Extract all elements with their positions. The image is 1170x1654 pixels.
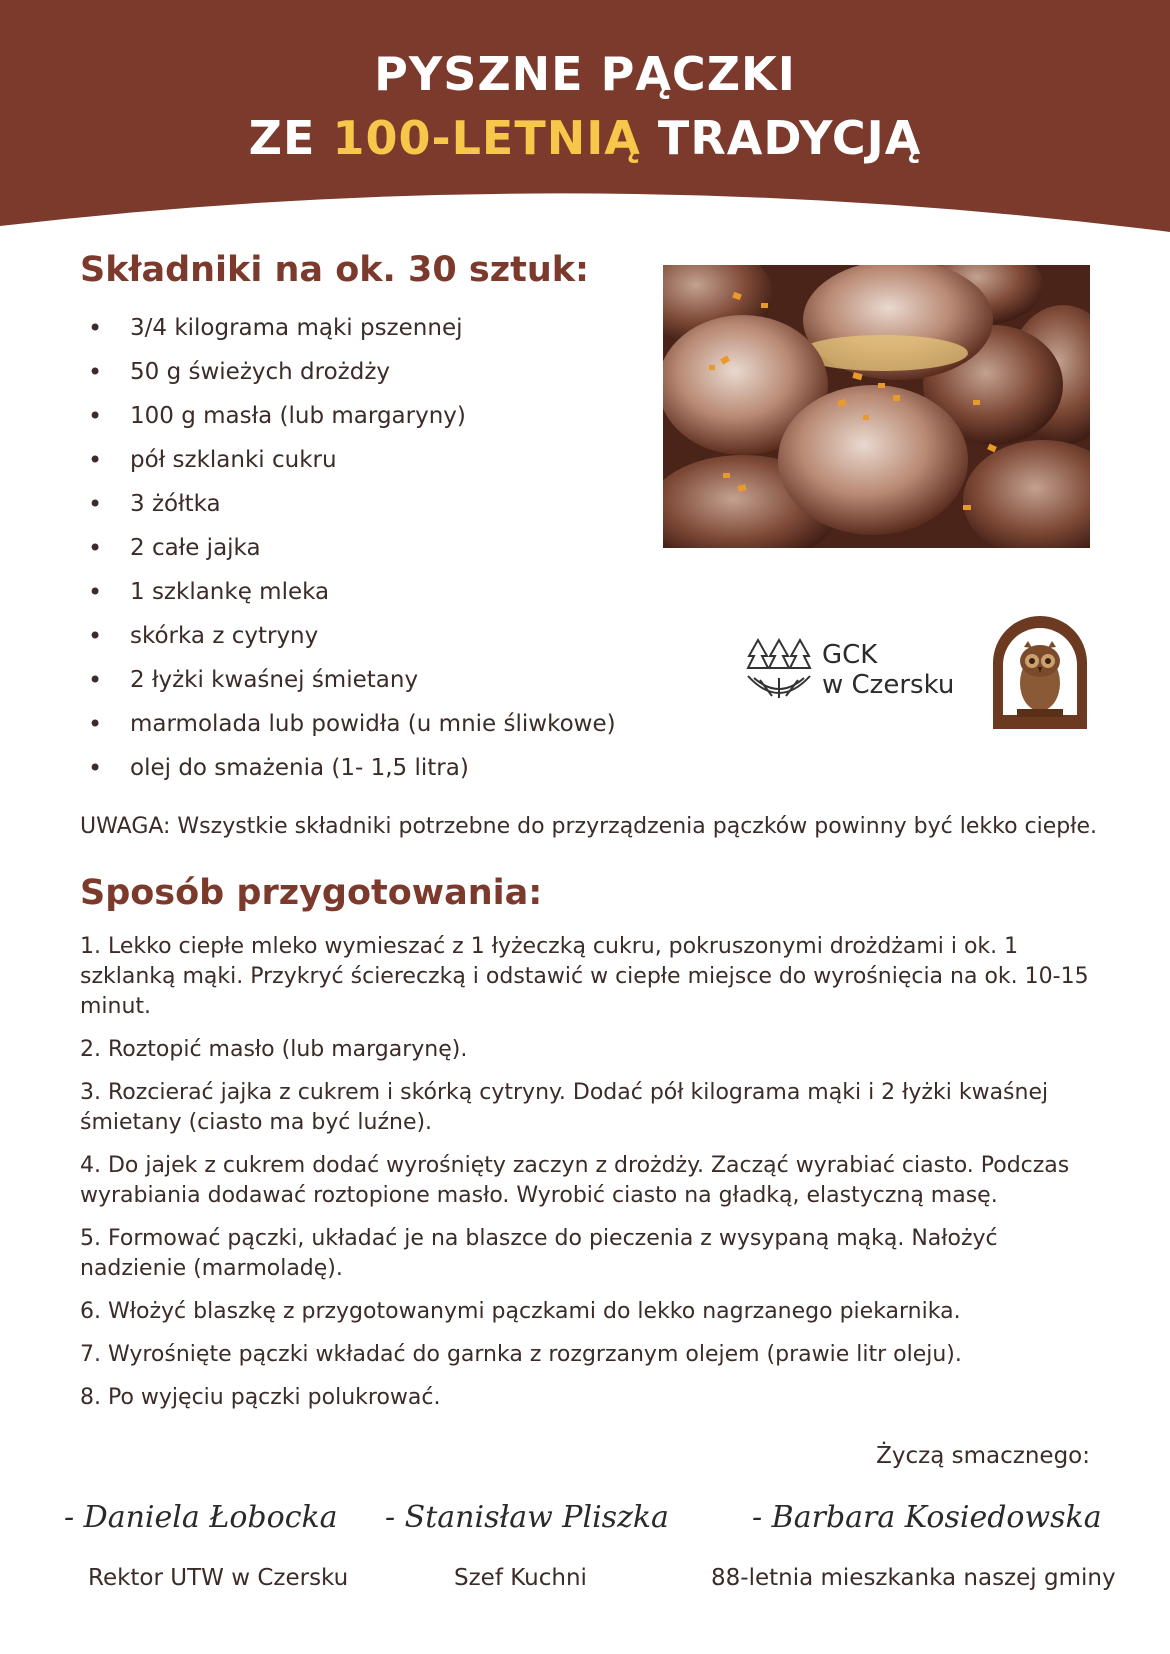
ingredient-item: • 2 całe jajka — [85, 532, 616, 576]
ingredient-item: • 2 łyżki kwaśnej śmietany — [85, 664, 616, 708]
title-line-2-prefix: ZE — [248, 111, 333, 165]
signature-3: - Barbara Kosiedowska — [752, 1500, 1102, 1535]
ingredient-item: • 3/4 kilograma mąki pszennej — [85, 312, 616, 356]
title-highlight: 100-LETNIĄ — [332, 111, 641, 165]
header-banner — [0, 0, 1170, 240]
ingredient-item: • 3 żółtka — [85, 488, 616, 532]
step-item: 7. Wyrośnięte pączki wkładać do garnka z rozgrzanym olejem (prawie litr oleju). — [80, 1342, 962, 1367]
ingredient-item: • 1 szklankę mleka — [85, 576, 616, 620]
gck-line-2: w Czersku — [822, 670, 955, 700]
step-item: 1. Lekko ciepłe mleko wymieszać z 1 łyżeczką cukru, pokruszonymi drożdżami i ok. 1 szklanką mąki. Przykryć ściereczką i odstawić w ciepłe miejsce do wyrośnięcia na ok. 10-15 minut. — [80, 934, 1089, 1019]
step-item: 3. Rozcierać jajka z cukrem i skórką cytryny. Dodać pół kilograma mąki i 2 łyżki kwaśnej śmietany (ciasto ma być luźne). — [80, 1080, 1049, 1135]
signer-role-3: 88-letnia mieszkanka naszej gminy — [711, 1565, 1116, 1591]
step-item: 2. Roztopić masło (lub margarynę). — [80, 1037, 468, 1062]
step-item: 4. Do jajek z cukrem dodać wyrośnięty zaczyn z drożdży. Zacząć wyrabiać ciasto. Podczas wyrabiania dodawać roztopione masło. Wyrobić ciasto na gładką, elastyczną masę. — [80, 1153, 1070, 1208]
ingredient-item: • 100 g masła (lub margaryny) — [85, 400, 616, 444]
wish-text: Życzą smacznego: — [876, 1443, 1090, 1469]
ingredients-note: UWAGA: Wszystkie składniki potrzebne do przyrządzenia pączków powinny być lekko ciepłe. — [80, 814, 1098, 839]
ingredient-item: • skórka z cytryny — [85, 620, 616, 664]
ingredient-item: • pół szklanki cukru — [85, 444, 616, 488]
step-item: 5. Formować pączki, układać je na blaszce do pieczenia z wysypaną mąką. Nałożyć nadzienie (marmoladę). — [80, 1226, 998, 1281]
gck-logo — [746, 636, 962, 706]
gck-line-1: GCK — [822, 640, 878, 670]
ingredient-item: • 50 g świeżych drożdży — [85, 356, 616, 400]
donuts-photo — [663, 265, 1090, 548]
ingredient-item: • olej do smażenia (1- 1,5 litra) — [85, 752, 616, 796]
signature-2: - Stanisław Pliszka — [385, 1500, 669, 1535]
gck-name — [822, 640, 954, 700]
signer-role-1: Rektor UTW w Czersku — [88, 1565, 349, 1591]
title-line-1: PYSZNE PĄCZKI — [374, 47, 796, 101]
title-line-2-suffix: TRADYCJĄ — [640, 111, 922, 165]
utw-logo — [989, 611, 1091, 731]
preparation-steps — [80, 932, 1092, 1426]
step-item: 8. Po wyjęciu pączki polukrować. — [80, 1385, 441, 1410]
signer-role-2: Szef Kuchni — [454, 1565, 587, 1591]
step-item: 6. Włożyć blaszkę z przygotowanymi pączkami do lekko nagrzanego piekarnika. — [80, 1299, 961, 1324]
owl-emblem — [989, 611, 1091, 731]
signature-1: - Daniela Łobocka — [64, 1500, 338, 1535]
ingredient-item: • marmolada lub powidła (u mnie śliwkowe) — [85, 708, 616, 752]
title-line-2 — [0, 106, 1170, 170]
preparation-heading: Sposób przygotowania: — [80, 873, 543, 913]
donuts-illustration — [663, 265, 1090, 548]
trees-icon — [746, 636, 812, 706]
page-title — [0, 42, 1170, 170]
ingredients-heading: Składniki na ok. 30 sztuk: — [80, 250, 590, 290]
ingredients-list — [85, 312, 616, 796]
